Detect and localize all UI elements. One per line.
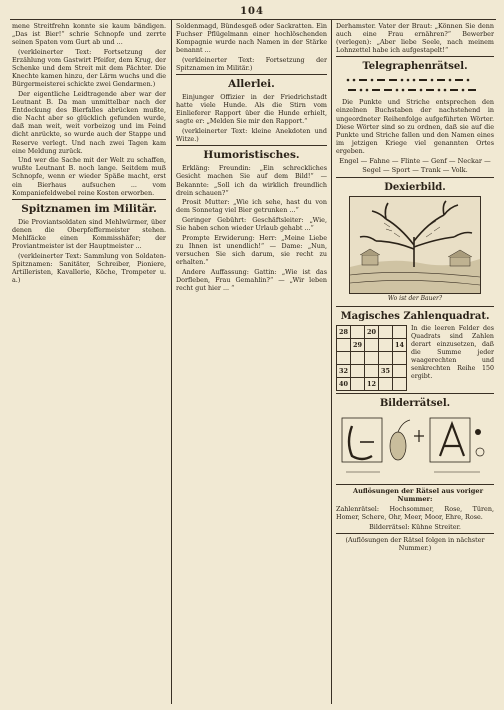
puzzle-words-line: Engel — Fahne — Flinte — Genf — Neckar — [339,156,491,165]
grid-cell [365,351,379,364]
grid-cell [393,325,407,338]
vexierbild-caption: Wo ist der Bauer? [387,294,443,302]
grid-row [337,338,407,351]
grid-cell [351,377,365,390]
column-2 [176,22,327,706]
grid-row [337,364,407,377]
col3-paragraph: Die Punkte und Striche entsprechen den einzelnen Buchstaben der nachstehend in ungeordneter Reihenfolge aufgeführten Wörter. Diese Wörter sind so zu ordnen, daß sie auf die Punkte und Striche fallen und den Namen eines im jetzigen Kriege viel genannten Ortes ergeben. [336,98,494,155]
grid-cell [337,338,351,351]
grid-cell [351,351,365,364]
col1-paragraph: (verkleinerter Text: Sammlung von Soldaten-Spitznamen: Sanitäter, Schreiber, Pioniere, Artilleristen, Kavallerie, Köche, Trompeter u. a.) [12,251,166,284]
vexierbild-illustration [349,196,481,294]
grid-cell [379,351,393,364]
col2-paragraph: Soldenmagd, Bündesgeß oder Sackratten. Ein Fuchser Pflügelmann einer hochlöschenden Kompagnie wurde nach Namen in der Stärke benannt ... [176,22,327,55]
col2-paragraph: Erkläng: Freundin: „Ein schreckliches Gesicht machen Sie auf dem Bild!“ — Bekannte: „Soll ich da wirklich freundlich drein schauen?“ [176,164,327,197]
grid-cell [393,351,407,364]
column-divider [331,20,332,704]
grid-cell [379,377,393,390]
grid-cell [351,364,365,377]
article-heading-humoristisches: Humoristisches. [203,149,300,162]
solution-line: Zahlenrätsel: Hochsommer, Rose, Türen, Homer, Schere, Ohr, Meer, Moor, Ehre, Rose. [336,505,494,522]
column-1 [12,22,166,706]
grid-row [337,351,407,364]
col1-paragraph: (verkleinerter Text: Fortsetzung der Erzählung vom Gastwirt Pfeifer, dem Krug, der Schenke und dem Streit mit dem Pächter. Die Knechte kamen hinzu, der Lärm wuchs und die Bürgermeisterei schickte zwei Gendarmen.) [12,47,166,89]
page-number: 104 [240,6,264,17]
divider [336,393,494,394]
divider [12,199,166,200]
puzzle-heading-bilderraetsel: Bilderrätsel. [379,397,451,409]
col2-paragraph: (verkleinerter Text: Fortsetzung der Spitznamen im Militär.) [176,55,327,73]
col2-paragraph: (verkleinerter Text: kleine Anekdoten und Witze.) [176,127,327,144]
col2-paragraph: Andere Auffassung: Gattin: „Wie ist das Dorfleben, Frau Gemahlin?“ — „Wir leben recht gut hier ... “ [176,267,327,292]
divider [336,484,494,485]
grid-cell: 35 [379,364,393,377]
col1-paragraph: Der eigentliche Leidtragende aber war der Leutnant B. Da man unmittelbar nach der Entdeckung des Bierfalles abrücken mußte, die Nacht aber so glücklich gefunden wurde, daß man weit, weit vorbeizog und im Feind dicht anrückte, so wurde auch der Stappe und Reserve verlegt. Und nach zwei Tagen kam eine Meldung zurück. [12,89,166,155]
divider [336,306,494,307]
puzzle-heading-vexierbild: Dexierbild. [384,181,446,193]
magic-square-section [336,325,494,391]
col2-paragraph: Prompte Erwiderung: Herr: „Meine Liebe zu Ihnen ist unendlich!“ — Dame: „Nun, versuchen Sie sich darum, sie recht zu erhalten.“ [176,233,327,267]
divider [336,533,494,534]
article-heading-allerlei: Allerlei. [228,78,275,91]
divider [176,145,327,146]
col2-paragraph: Einjunger Offizier in der Friedrichstadt hatte viele Hunde. Als die Stirn vom Einlieferer Rapport über die Hunde erhielt, sagte er: „Melden Sie mir den Rapport.“ [176,93,327,126]
magic-square-instructions: In die leeren Felder des Quadrats sind Zahlen derart einzusetzen, daß die Summe jeder waagerechten und senkrechten Reihe 150 ergibt. [411,324,494,380]
rebus-illustration [340,412,490,482]
top-rule [10,19,496,20]
article-heading-spitznamen: Spitznamen im Militär. [21,202,157,215]
grid-cell: 40 [337,377,351,390]
puzzle-heading-zahlenquadrat: Magisches Zahlenquadrat. [340,310,490,322]
grid-cell [379,338,393,351]
col1-paragraph: Die Proviantsoldaten sind Mehlwürmer, über denen die Oberpfeffermeister stehen. Mehlfäcke einen Kommisshäfer; der Proviantmeister ist der Hauptmeister ... [12,217,166,251]
divider [176,74,327,75]
grid-row [337,377,407,390]
grid-cell [393,364,407,377]
column-3 [336,22,494,706]
column-divider [171,20,172,704]
divider [336,56,494,57]
solutions-note: (Auflösungen der Rätsel folgen in nächster Nummer.) [345,536,485,553]
magic-square-grid [336,325,407,391]
grid-cell: 14 [393,338,407,351]
divider [336,177,494,178]
col2-paragraph: Prosit Mutter: „Wie ich sehe, hast du von dem Sonnetag viel Bier getrunken ...“ [176,198,327,215]
grid-cell [393,377,407,390]
puzzle-words-line: Segel — Sport — Trank — Volk. [362,165,468,174]
grid-cell: 32 [337,364,351,377]
morse-pattern [340,75,490,97]
grid-cell [379,325,393,338]
grid-cell: 12 [365,377,379,390]
col2-paragraph: Geringer Gebührt: Geschäftsleiter: „Wie, Sie haben schon wieder Urlaub gehabt ...“ [176,216,327,233]
grid-cell: 29 [351,338,365,351]
grid-cell [365,364,379,377]
puzzle-heading-telegraphenraetsel: Telegraphenrätsel. [362,61,468,73]
grid-cell [351,325,365,338]
grid-cell: 20 [365,325,379,338]
col1-paragraph: mene Streitfrehn konnte sie kaum bändigen. „Das ist Bier!“ schrie Schnopfe und zerrte seinen Spaten vom Gurt ab und ... [12,22,166,47]
grid-row [337,325,407,338]
solution-line: Bilderrätsel: Kühne Streiter. [369,522,461,531]
grid-cell [337,351,351,364]
grid-cell: 28 [337,325,351,338]
morse-marks [347,79,476,92]
col1-paragraph: Und wer die Sache mit der Welt zu schaffen, wußte Leutnant B. noch lange. Seitdem muß Schnopfe, wenn er wieder Späße macht, erst ein Bierhaus aufsuchen ... vom Kompaniefeldwebel reine Kosten erworben. [12,156,166,197]
solutions-heading: Auflösungen der Rätsel aus voriger Nummer: [352,486,484,504]
grid-cell [365,338,379,351]
col3-paragraph: Derhamster. Vater der Braut: „Können Sie denn auch eine Frau ernähren?“ Bewerber (verlegen): „Aber liebe Seele, nach meinem Lohnzettel habe ich aufgestapelt!“ [336,22,494,55]
